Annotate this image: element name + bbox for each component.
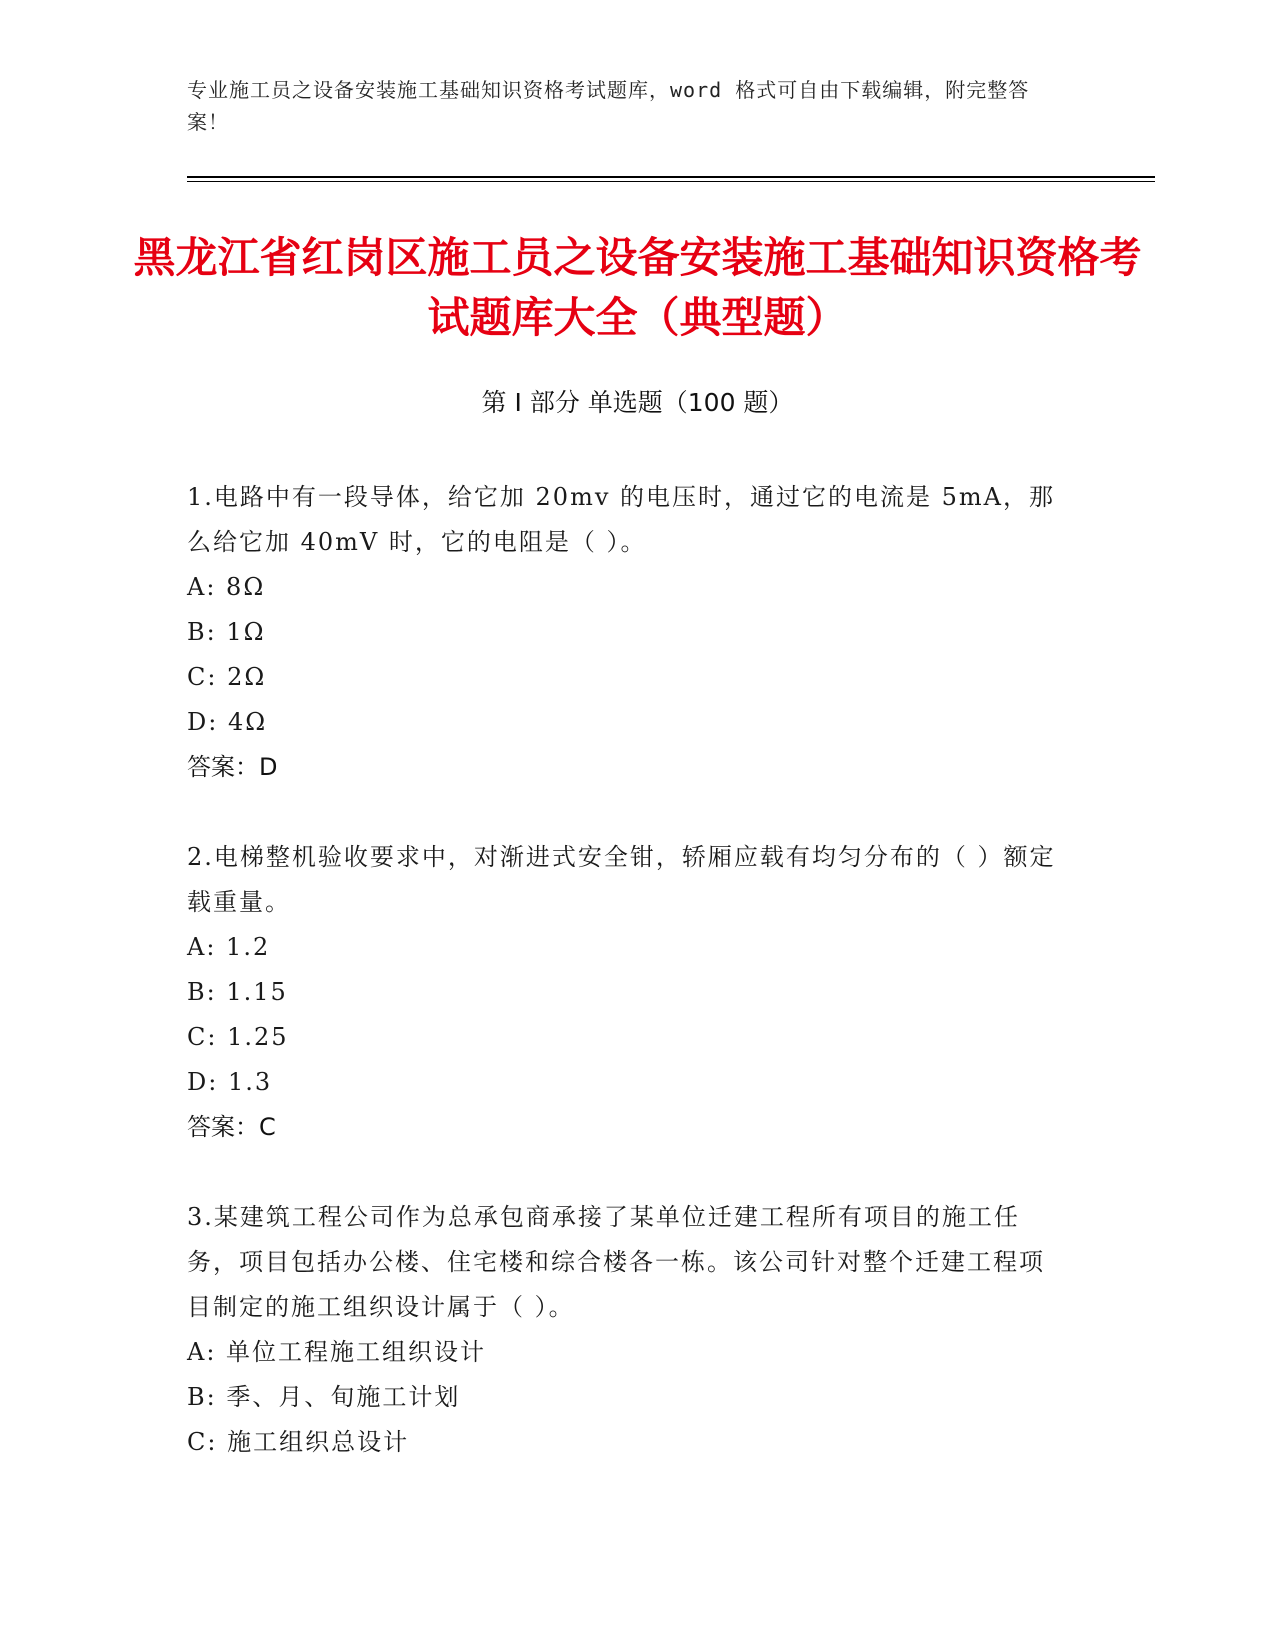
option-b: B: 1.15 <box>187 978 288 1006</box>
header-rule-thin <box>187 181 1155 182</box>
option-a: A: 单位工程施工组织设计 <box>187 1338 487 1366</box>
option-b: B: 1Ω <box>187 618 266 646</box>
document-title: 黑龙江省红岗区施工员之设备安装施工基础知识资格考试题库大全（典型题） <box>133 233 1142 342</box>
question-3 <box>187 1195 1067 1465</box>
header-rule-thick <box>187 176 1155 178</box>
option-c: C: 施工组织总设计 <box>187 1428 410 1456</box>
question-1 <box>187 475 1067 790</box>
option-c: C: 2Ω <box>187 663 267 691</box>
question-stem: 2.电梯整机验收要求中，对渐进式安全钳，轿厢应载有均匀分布的（ ）额定载重量。 <box>187 843 1056 916</box>
option-b: B: 季、月、旬施工计划 <box>187 1383 461 1411</box>
option-a: A: 8Ω <box>187 573 266 601</box>
option-a: A: 1.2 <box>187 933 271 961</box>
header-note: 专业施工员之设备安装施工基础知识资格考试题库，word 格式可自由下载编辑，附完整答案！ <box>187 78 1030 134</box>
question-2 <box>187 835 1067 1150</box>
answer-line: 答案：C <box>187 1113 276 1141</box>
question-spacer <box>187 790 1067 835</box>
question-spacer <box>187 1150 1067 1195</box>
question-list <box>187 475 1067 1465</box>
option-d: D: 1.3 <box>187 1068 273 1096</box>
question-stem: 3.某建筑工程公司作为总承包商承接了某单位迁建工程所有项目的施工任务，项目包括办公楼、住宅楼和综合楼各一栋。该公司针对整个迁建工程项目制定的施工组织设计属于（ ）。 <box>187 1203 1045 1321</box>
option-d: D: 4Ω <box>187 708 268 736</box>
question-stem: 1.电路中有一段导体，给它加 20mv 的电压时，通过它的电流是 5mA，那么给它加 40mV 时，它的电阻是（ ）。 <box>187 483 1055 556</box>
section-title: 第 I 部分 单选题（100 题） <box>481 388 794 417</box>
answer-line: 答案：D <box>187 753 278 781</box>
option-c: C: 1.25 <box>187 1023 289 1051</box>
